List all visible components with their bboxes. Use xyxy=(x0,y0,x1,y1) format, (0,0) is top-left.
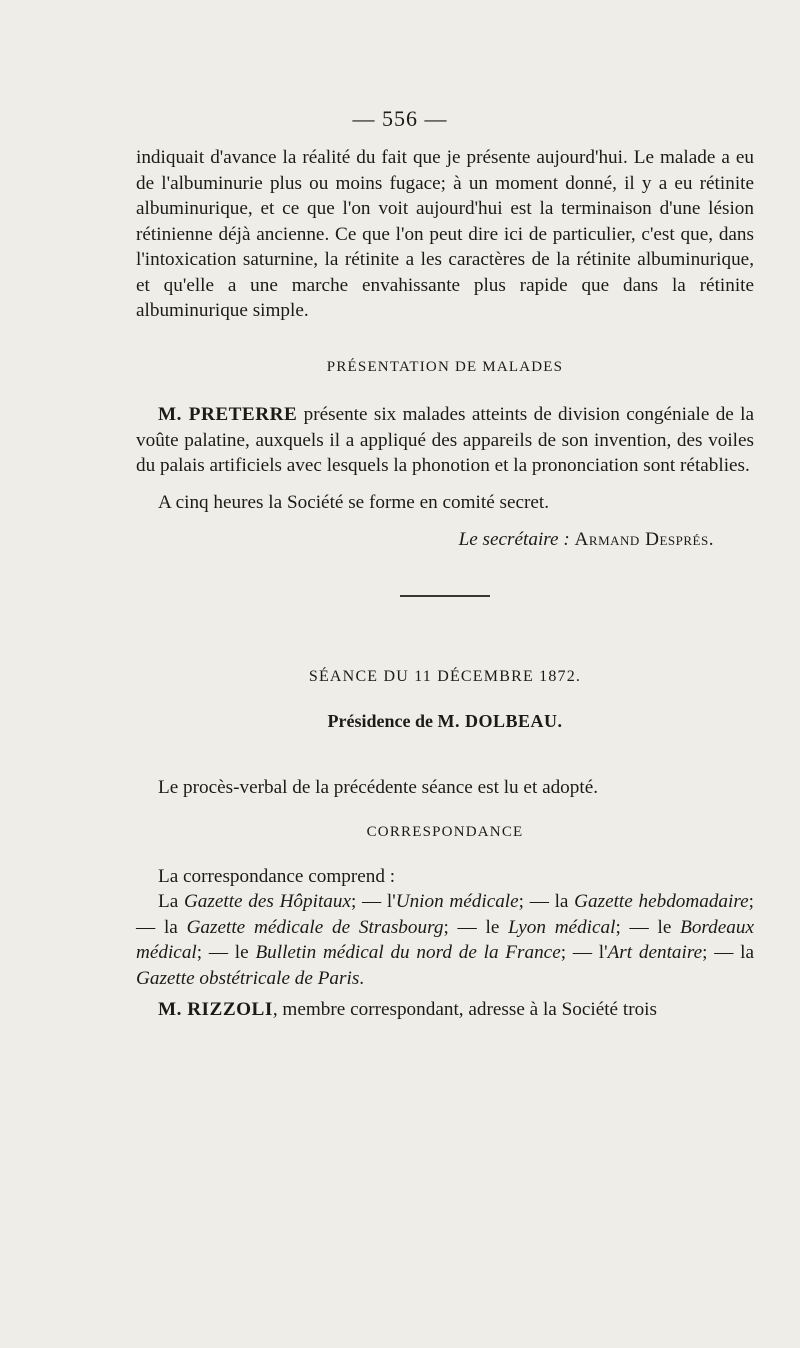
page-number: — 556 — xyxy=(352,106,448,131)
paragraph-rizzoli xyxy=(136,997,754,1023)
preterre-text: présente six malades atteints de division congéniale de la voûte palatine, auxquels il a appliqué des appareils de son invention, des voiles du palais artificiels avec lesquels la phonotion et la prononciation sont rétablies. xyxy=(136,404,755,476)
list-separator: ; — la xyxy=(136,891,754,938)
rizzoli-text: , membre correspondant, adresse à la Société trois xyxy=(272,999,657,1020)
list-separator: ; — le xyxy=(443,916,509,938)
list-separator: ; — la xyxy=(518,891,575,912)
signature-role: Le secrétaire : xyxy=(458,529,570,550)
list-separator: ; — le xyxy=(615,916,681,938)
presidence-name: M. DOLBEAU. xyxy=(437,711,563,731)
journal-title: Gazette hebdomadaire xyxy=(574,891,749,912)
paragraph-proces-verbal: Le procès-verbal de la précédente séance est lu et adopté. xyxy=(158,776,599,798)
heading-correspondance: CORRESPONDANCE xyxy=(366,824,524,840)
list-separator: ; — la xyxy=(702,942,755,963)
signature-name: Armand Després. xyxy=(574,529,714,550)
journal-title: Gazette médicale de Strasbourg xyxy=(186,916,444,938)
speaker-preterre: M. PRETERRE xyxy=(158,404,298,425)
journal-title: Union médicale xyxy=(395,891,519,912)
signature-line xyxy=(136,527,754,553)
presidence-label: Présidence de xyxy=(327,711,433,731)
seance-title: SÉANCE DU 11 DÉCEMBRE 1872. xyxy=(308,667,582,685)
list-separator: ; — l' xyxy=(560,942,608,963)
list-separator: ; — l' xyxy=(350,891,396,912)
list-separator: . xyxy=(359,967,365,989)
document-body xyxy=(136,145,754,1023)
journal-title: Lyon médical xyxy=(508,916,616,938)
journal-title: Bulletin médical du nord de la France xyxy=(255,942,561,963)
journal-title: Bordeaux médical xyxy=(136,916,754,963)
correspondance-intro: La correspondance comprend : xyxy=(158,865,396,887)
paragraph-comite: A cinq heures la Société se forme en comité secret. xyxy=(158,491,550,513)
list-separator: ; — le xyxy=(196,942,256,963)
speaker-rizzoli: M. RIZZOLI xyxy=(158,999,273,1020)
journal-title: Gazette des Hôpitaux xyxy=(183,891,351,912)
paragraph-opening: indiquait d'avance la réalité du fait que je présente aujourd'hui. Le malade a eu de l'albuminurie plus ou moins fugace; à un moment donné, il y a eu rétinite albuminurique, et ce que l'on voit aujourd'hui est la terminaison d'une lésion rétinienne déjà ancienne. Ce que l'on peut dire ici de particulier, c'est que, dans l'intoxication saturnine, la rétinite a les caractères de la rétinite albuminurique, et qu'elle a une marche envahissante plus rapide que dans la rétinite albuminurique simple. xyxy=(136,147,754,321)
heading-presentation: PRÉSENTATION DE MALADES xyxy=(326,358,564,375)
presidence-line xyxy=(136,709,754,735)
journal-title: Gazette obstétricale de Paris xyxy=(136,967,360,989)
correspondance-list xyxy=(136,889,754,991)
paragraph-preterre xyxy=(136,402,754,479)
journal-title: Art dentaire xyxy=(607,942,703,963)
list-separator: La xyxy=(158,891,184,912)
